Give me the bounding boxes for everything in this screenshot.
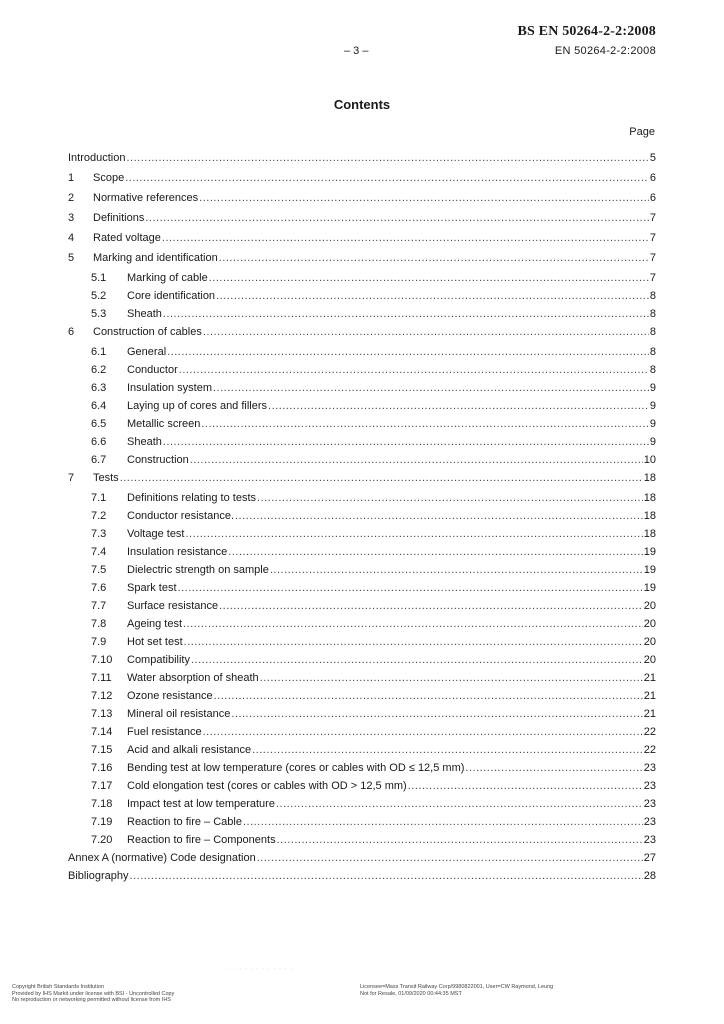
toc-entry-number: 7.6 xyxy=(91,582,107,594)
toc-entry-title: Reaction to fire – Components xyxy=(127,834,276,846)
standard-number: BS EN 50264-2-2:2008 xyxy=(517,24,656,39)
toc-entry-number: 7.11 xyxy=(91,672,112,684)
toc-entry[interactable] xyxy=(68,271,656,285)
toc-entry[interactable] xyxy=(68,345,656,359)
toc-entry[interactable] xyxy=(68,725,656,739)
toc-entry-page: 7 xyxy=(649,232,656,244)
toc-leader-dots xyxy=(178,581,643,595)
toc-entry-title: Introduction xyxy=(68,152,126,164)
toc-leader-dots xyxy=(162,231,649,245)
toc-entry-page: 20 xyxy=(643,618,656,630)
footer-line: Provided by IHS Markit under license with BSI - Uncontrolled Copy xyxy=(12,990,175,997)
toc-entry-number: 7.17 xyxy=(91,780,113,792)
toc-entry-title: Surface resistance xyxy=(127,600,219,612)
toc-leader-dots xyxy=(126,151,648,165)
toc-entry[interactable] xyxy=(68,509,656,523)
toc-entry-page: 8 xyxy=(649,290,656,302)
toc-leader-dots xyxy=(125,171,649,185)
footer-line: Copyright British Standards Institution xyxy=(12,984,105,990)
toc-leader-dots xyxy=(214,689,643,703)
toc-entry-title: Ageing test xyxy=(127,618,183,630)
toc-entry-number: 6.4 xyxy=(91,400,107,412)
toc-entry-number: 7.4 xyxy=(91,546,107,558)
toc-entry[interactable] xyxy=(68,171,656,185)
toc-entry[interactable] xyxy=(68,435,656,449)
toc-entry-page: 19 xyxy=(643,564,656,576)
toc-entry-title: Water absorption of sheath xyxy=(127,672,259,684)
toc-entry[interactable] xyxy=(68,191,656,205)
toc-leader-dots xyxy=(243,815,643,829)
toc-leader-dots xyxy=(191,653,643,667)
toc-entry-title: Cold elongation test (cores or cables with OD > 12,5 mm) xyxy=(127,780,407,792)
footer-line: No reproduction or networking permitted without license from IHS xyxy=(12,997,171,1003)
toc-entry-title: Ozone resistance xyxy=(127,690,213,702)
toc-leader-dots xyxy=(209,271,649,285)
toc-entry-title: Conductor resistance. xyxy=(127,510,234,522)
toc-leader-dots xyxy=(145,211,649,225)
toc-leader-dots xyxy=(219,251,649,265)
toc-entry[interactable] xyxy=(68,761,656,775)
toc-leader-dots xyxy=(260,671,643,685)
toc-leader-dots xyxy=(186,527,643,541)
toc-entry-title: Definitions xyxy=(93,212,145,224)
footer-line: Not for Resale, 01/09/2020 00:44:35 MST xyxy=(360,990,462,997)
toc-entry-title: Hot set test xyxy=(127,636,183,648)
toc-entry-number: 1 xyxy=(68,172,75,184)
toc-entry-number: 7.16 xyxy=(91,762,113,774)
toc-entry-page: 8 xyxy=(649,364,656,376)
toc-entry[interactable] xyxy=(68,779,656,793)
contents-title: Contents xyxy=(333,97,391,112)
toc-entry[interactable] xyxy=(68,689,656,703)
toc-leader-dots xyxy=(465,761,642,775)
toc-entry[interactable] xyxy=(68,545,656,559)
toc-entry[interactable] xyxy=(68,527,656,541)
toc-entry-page: 18 xyxy=(643,492,656,504)
toc-entry-page: 8 xyxy=(649,308,656,320)
toc-leader-dots xyxy=(120,471,643,485)
toc-leader-dots xyxy=(163,307,649,321)
toc-entry-page: 6 xyxy=(649,172,656,184)
toc-entry-title: Rated voltage xyxy=(93,232,161,244)
toc-entry-page: 19 xyxy=(643,582,656,594)
toc-entry-title: Insulation resistance xyxy=(127,546,228,558)
document-reference: EN 50264-2-2:2008 xyxy=(554,45,656,57)
toc-entry-title: Reaction to fire – Cable xyxy=(127,816,242,828)
toc-entry-number: 7.2 xyxy=(91,510,107,522)
toc-entry[interactable] xyxy=(68,797,656,811)
toc-entry[interactable] xyxy=(68,307,656,321)
toc-entry-number: 7.10 xyxy=(91,654,113,666)
toc-entry[interactable] xyxy=(68,381,656,395)
toc-entry-title: Marking and identification xyxy=(93,252,218,264)
toc-entry-title: General xyxy=(127,346,167,358)
toc-entry-title: Tests xyxy=(93,472,119,484)
page-number: – 3 – xyxy=(344,45,369,57)
toc-entry-page: 5 xyxy=(649,152,656,164)
toc-entry-page: 23 xyxy=(643,798,656,810)
toc-entry-page: 20 xyxy=(643,654,656,666)
toc-entry-page: 10 xyxy=(643,454,656,466)
toc-leader-dots xyxy=(228,545,642,559)
toc-leader-dots xyxy=(163,435,649,449)
toc-entry-title: Construction xyxy=(127,454,189,466)
toc-entry-page: 6 xyxy=(649,192,656,204)
toc-entry-title: Marking of cable xyxy=(127,272,208,284)
toc-leader-dots xyxy=(277,833,643,847)
toc-entry-number: 3 xyxy=(68,212,75,224)
toc-entry-number: 6.2 xyxy=(91,364,107,376)
toc-leader-dots xyxy=(199,191,649,205)
toc-leader-dots xyxy=(270,563,643,577)
toc-leader-dots xyxy=(190,453,643,467)
toc-entry-number: 7.15 xyxy=(91,744,113,756)
toc-entry-page: 20 xyxy=(643,636,656,648)
toc-leader-dots xyxy=(179,363,649,377)
toc-entry-number: 5.2 xyxy=(91,290,107,302)
toc-entry-number: 7 xyxy=(68,472,75,484)
toc-entry-title: Conductor xyxy=(127,364,178,376)
toc-entry-title: Normative references xyxy=(93,192,199,204)
toc-entry-number: 5.1 xyxy=(91,272,107,284)
toc-entry-number: 4 xyxy=(68,232,75,244)
toc-leader-dots xyxy=(408,779,643,793)
toc-entry[interactable] xyxy=(68,453,656,467)
toc-entry-title: Fuel resistance xyxy=(127,726,202,738)
toc-entry[interactable] xyxy=(68,653,656,667)
toc-entry-number: 7.18 xyxy=(91,798,113,810)
toc-entry-title: Spark test xyxy=(127,582,177,594)
table-of-contents xyxy=(68,151,656,889)
toc-entry-number: 6.7 xyxy=(91,454,107,466)
toc-entry[interactable] xyxy=(68,417,656,431)
faint-watermark-text: · · · · · · · · · · · · xyxy=(228,966,294,972)
toc-entry-page: 7 xyxy=(649,252,656,264)
toc-entry[interactable] xyxy=(68,289,656,303)
toc-entry-page: 28 xyxy=(643,870,656,882)
toc-entry-number: 6.6 xyxy=(91,436,107,448)
toc-entry[interactable] xyxy=(68,251,656,265)
toc-entry-title: Annex A (normative) Code designation xyxy=(68,852,256,864)
toc-entry[interactable] xyxy=(68,851,656,865)
toc-leader-dots xyxy=(130,869,643,883)
toc-entry-page: 9 xyxy=(649,382,656,394)
toc-entry-title: Dielectric strength on sample xyxy=(127,564,269,576)
page-column-label: Page xyxy=(629,126,655,138)
toc-entry-number: 7.5 xyxy=(91,564,107,576)
toc-entry[interactable] xyxy=(68,581,656,595)
toc-entry[interactable] xyxy=(68,599,656,613)
toc-entry-page: 21 xyxy=(643,690,656,702)
toc-entry-page: 9 xyxy=(649,400,656,412)
toc-entry[interactable] xyxy=(68,833,656,847)
toc-entry-title: Laying up of cores and fillers xyxy=(127,400,268,412)
toc-entry-number: 2 xyxy=(68,192,75,204)
toc-entry-page: 18 xyxy=(643,528,656,540)
toc-entry-title: Mineral oil resistance xyxy=(127,708,231,720)
toc-leader-dots xyxy=(219,599,643,613)
toc-entry-page: 23 xyxy=(643,816,656,828)
toc-entry-title: Sheath xyxy=(127,436,162,448)
toc-entry-page: 23 xyxy=(643,762,656,774)
toc-entry-page: 19 xyxy=(643,546,656,558)
toc-entry-title: Voltage test xyxy=(127,528,185,540)
toc-entry-page: 23 xyxy=(643,780,656,792)
toc-leader-dots xyxy=(235,509,643,523)
toc-entry-number: 7.14 xyxy=(91,726,113,738)
toc-entry[interactable] xyxy=(68,211,656,225)
toc-entry-title: Definitions relating to tests xyxy=(127,492,257,504)
toc-leader-dots xyxy=(184,635,643,649)
toc-entry[interactable] xyxy=(68,635,656,649)
toc-entry-title: Bending test at low temperature (cores or cables with OD ≤ 12,5 mm) xyxy=(127,762,465,774)
toc-entry-title: Sheath xyxy=(127,308,162,320)
toc-leader-dots xyxy=(276,797,643,811)
toc-entry-number: 7.20 xyxy=(91,834,113,846)
toc-entry-number: 5.3 xyxy=(91,308,107,320)
toc-entry-page: 21 xyxy=(643,708,656,720)
toc-entry[interactable] xyxy=(68,743,656,757)
toc-entry-page: 7 xyxy=(649,212,656,224)
toc-leader-dots xyxy=(167,345,649,359)
toc-entry[interactable] xyxy=(68,563,656,577)
toc-entry[interactable] xyxy=(68,363,656,377)
footer-line: Licensee=Mass Transit Railway Corp/9980822001, User=CW Raymond, Leung xyxy=(360,984,554,990)
toc-entry[interactable] xyxy=(68,325,656,339)
toc-entry-title: Metallic screen xyxy=(127,418,201,430)
toc-entry-number: 7.1 xyxy=(91,492,107,504)
toc-entry-number: 7.3 xyxy=(91,528,107,540)
toc-entry-number: 7.8 xyxy=(91,618,107,630)
toc-entry-title: Bibliography xyxy=(68,870,129,882)
toc-entry-number: 7.9 xyxy=(91,636,107,648)
toc-entry[interactable] xyxy=(68,671,656,685)
toc-entry[interactable] xyxy=(68,151,656,165)
toc-entry[interactable] xyxy=(68,491,656,505)
toc-entry-page: 23 xyxy=(643,834,656,846)
toc-entry-number: 6.5 xyxy=(91,418,107,430)
toc-leader-dots xyxy=(213,381,649,395)
toc-entry[interactable] xyxy=(68,399,656,413)
toc-entry-page: 20 xyxy=(643,600,656,612)
toc-entry[interactable] xyxy=(68,869,656,883)
toc-entry-page: 22 xyxy=(643,744,656,756)
toc-entry-number: 6.1 xyxy=(91,346,107,358)
toc-entry-title: Acid and alkali resistance xyxy=(127,744,252,756)
toc-leader-dots xyxy=(203,725,643,739)
toc-entry[interactable] xyxy=(68,617,656,631)
toc-entry[interactable] xyxy=(68,471,656,485)
toc-leader-dots xyxy=(257,491,643,505)
toc-entry-title: Scope xyxy=(93,172,125,184)
toc-entry-number: 5 xyxy=(68,252,75,264)
toc-entry-page: 21 xyxy=(643,672,656,684)
toc-leader-dots xyxy=(252,743,643,757)
toc-entry-number: 6.3 xyxy=(91,382,107,394)
footer-license xyxy=(360,984,553,997)
toc-leader-dots xyxy=(216,289,649,303)
toc-entry-page: 18 xyxy=(643,510,656,522)
toc-leader-dots xyxy=(183,617,643,631)
toc-entry-number: 7.13 xyxy=(91,708,113,720)
toc-entry[interactable] xyxy=(68,231,656,245)
toc-entry-title: Impact test at low temperature xyxy=(127,798,275,810)
toc-entry-page: 9 xyxy=(649,436,656,448)
toc-entry-number: 7.7 xyxy=(91,600,107,612)
toc-entry-page: 27 xyxy=(643,852,656,864)
toc-entry-number: 7.19 xyxy=(91,816,113,828)
toc-entry-title: Construction of cables xyxy=(93,326,202,338)
toc-leader-dots xyxy=(201,417,649,431)
toc-entry-page: 8 xyxy=(649,326,656,338)
toc-entry-page: 8 xyxy=(649,346,656,358)
toc-leader-dots xyxy=(268,399,649,413)
toc-entry-page: 18 xyxy=(643,472,656,484)
toc-leader-dots xyxy=(203,325,649,339)
toc-entry-page: 7 xyxy=(649,272,656,284)
toc-entry-page: 22 xyxy=(643,726,656,738)
toc-entry-number: 7.12 xyxy=(91,690,113,702)
toc-entry-title: Core identification xyxy=(127,290,216,302)
toc-leader-dots xyxy=(231,707,642,721)
toc-entry[interactable] xyxy=(68,707,656,721)
toc-entry[interactable] xyxy=(68,815,656,829)
toc-entry-page: 9 xyxy=(649,418,656,430)
toc-entry-title: Compatibility xyxy=(127,654,190,666)
toc-entry-title: Insulation system xyxy=(127,382,212,394)
footer-copyright xyxy=(12,984,174,1004)
toc-entry-number: 6 xyxy=(68,326,75,338)
toc-leader-dots xyxy=(257,851,643,865)
